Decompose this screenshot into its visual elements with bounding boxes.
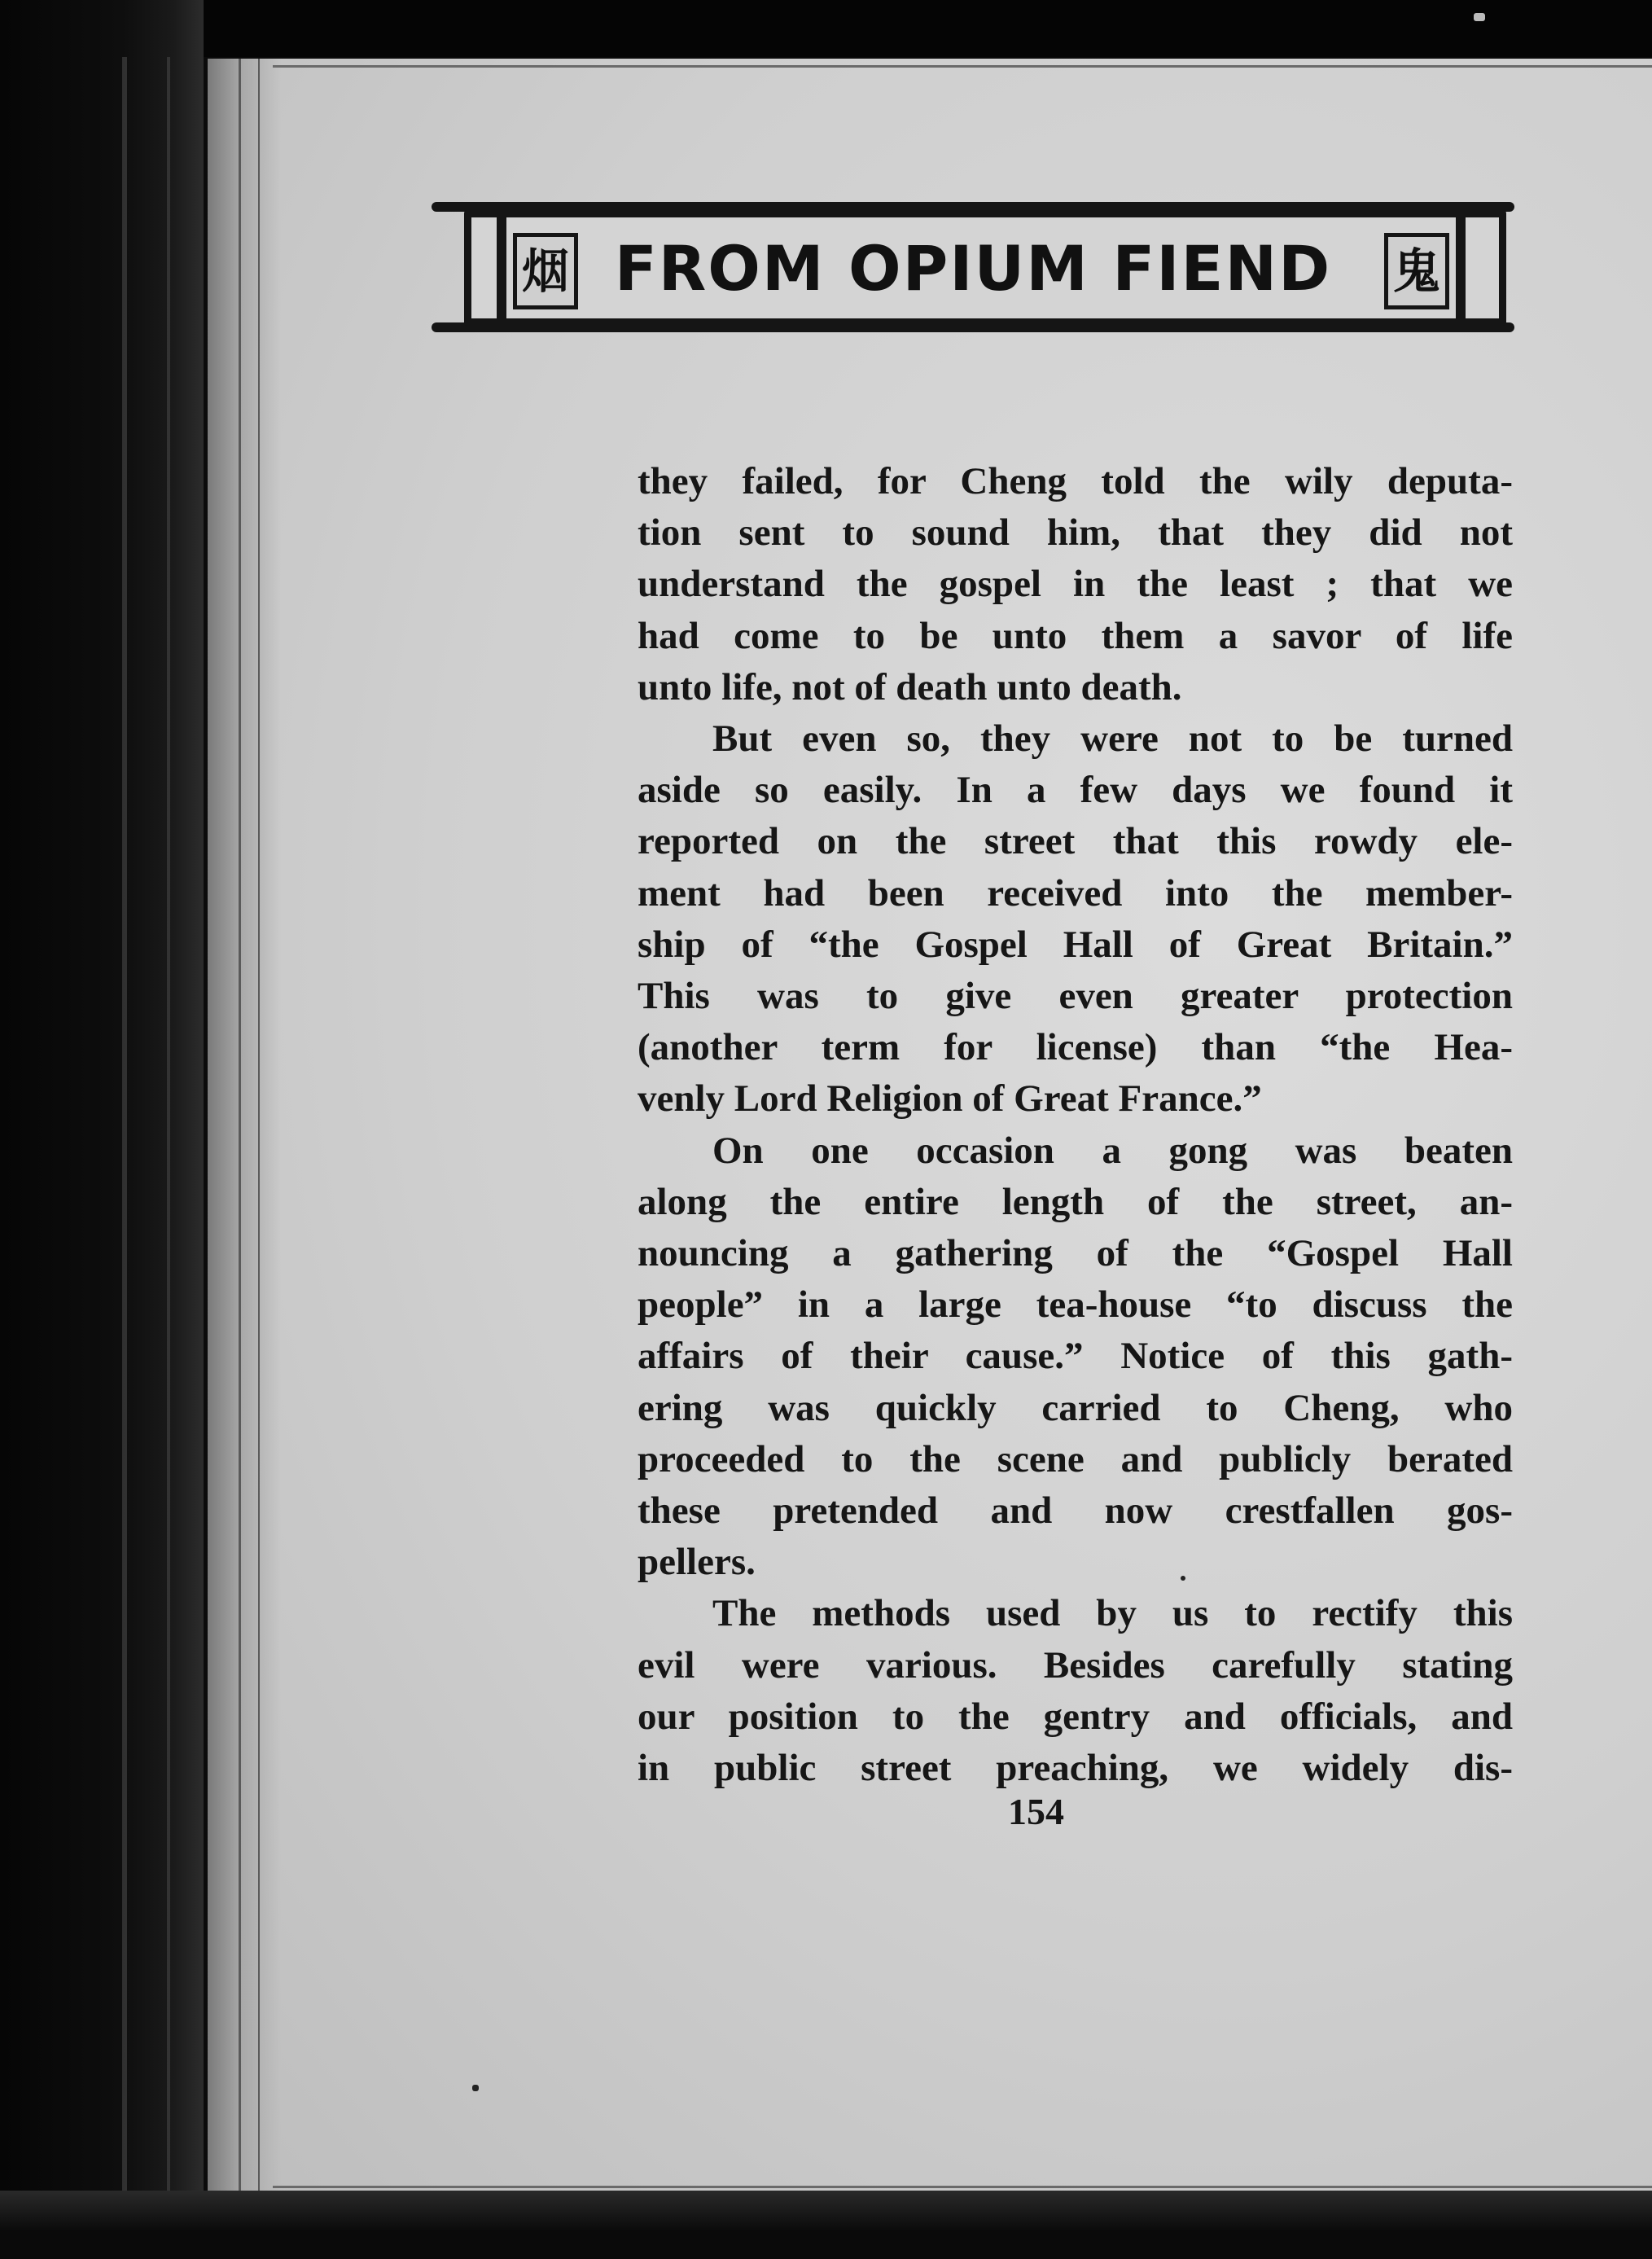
scan-speck [1474,13,1485,21]
text-line: they failed, for Cheng told the wily deputa- [638,460,1513,502]
page-edge-rule [239,59,241,2199]
text-line: in public street preaching, we widely dis- [638,1747,1513,1790]
scan-bottom-border [0,2191,1652,2259]
text-line: our position to the gentry and officials, and [638,1695,1513,1738]
left-seal-character: 烟 [513,233,578,309]
text-line: affairs of their cause.” Notice of this gath- [638,1335,1513,1378]
text-line: ment had been received into the member- [638,871,1513,915]
text-line: aside so easily. In a few days we found it [638,769,1513,812]
text-line: (another term for license) than “the Hea- [638,1026,1513,1069]
text-line: The methods used by us to rectify this [712,1592,1513,1635]
text-line: these pretended and now crestfallen gos- [638,1489,1513,1533]
text-line: This was to give even greater protection [638,975,1513,1018]
chapter-header-banner [432,202,1514,332]
text-line: understand the gospel in the least ; that we [638,563,1513,606]
page-number: 154 [1008,1791,1064,1832]
text-line: reported on the street that this rowdy ele- [638,820,1513,863]
text-line: venly Lord Religion of Great France.” [638,1077,1262,1121]
page-top-rule [273,65,1652,68]
body-text [638,456,1513,1794]
scan-top-border [0,0,1652,57]
page-gutter-shadow [208,59,281,2199]
text-line: ship of “the Gospel Hall of Great Britain.” [638,923,1513,966]
text-line: had come to be unto them a savor of life [638,614,1513,657]
banner-post [497,202,506,332]
text-line: ering was quickly carried to Cheng, who [638,1386,1513,1429]
text-line: nouncing a gathering of the “Gospel Hall [638,1232,1513,1275]
text-line: people” in a large tea-house “to discuss the [638,1283,1513,1327]
text-line: On one occasion a gong was beaten [712,1129,1513,1172]
text-line: along the entire length of the street, an- [638,1180,1513,1223]
running-header-title: FROM OPIUM FIEND [614,231,1332,305]
scan-left-border [0,0,204,2259]
text-line: evil were various. Besides carefully stating [638,1643,1513,1687]
text-line: But even so, they were not to be turned [712,717,1513,761]
binding-line [167,57,170,2215]
page-bottom-rule [273,2186,1652,2188]
right-seal-character: 鬼 [1384,233,1449,309]
page-edge-rule [258,59,260,2199]
scan-speck [1181,1576,1185,1581]
binding-line [122,57,127,2215]
scan-speck [472,2085,479,2091]
text-line: tion sent to sound him, that they did not [638,511,1513,555]
text-line: unto life, not of death unto death. [638,665,1182,708]
banner-post [1456,202,1466,332]
text-line: pellers. [638,1541,756,1584]
text-line: proceeded to the scene and publicly berated [638,1437,1513,1480]
